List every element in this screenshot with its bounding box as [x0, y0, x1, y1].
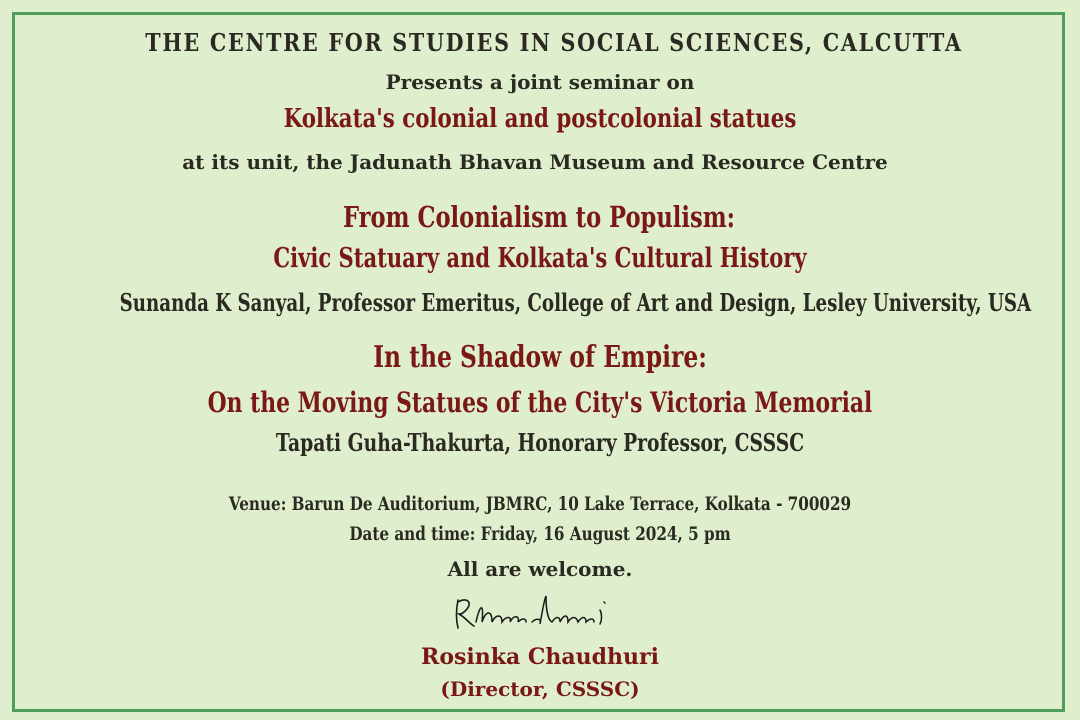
organization-heading: THE CENTRE FOR STUDIES IN SOCIAL SCIENCES, CALCUTTA: [145, 28, 963, 57]
seminar-title: Kolkata's colonial and postcolonial statues: [283, 104, 797, 134]
talk-1-speaker: Sunanda K Sanyal, Professor Emeritus, College of Art and Design, Lesley University, USA: [119, 288, 1032, 317]
director-name: Rosinka Chaudhuri: [421, 644, 659, 670]
presents-line: Presents a joint seminar on: [385, 70, 695, 94]
director-signature: [452, 592, 632, 632]
venue-line: Venue: Barun De Auditorium, JBMRC, 10 Lake Terrace, Kolkata - 700029: [228, 493, 852, 515]
datetime-line: Date and time: Friday, 16 August 2024, 5 pm: [349, 523, 731, 545]
welcome-line: All are welcome.: [447, 557, 633, 581]
talk-2-speaker: Tapati Guha-Thakurta, Honorary Professor, CSSSC: [275, 428, 805, 457]
unit-line: at its unit, the Jadunath Bhavan Museum and Resource Centre: [182, 150, 888, 174]
talk-2-title: In the Shadow of Empire:: [373, 340, 707, 375]
talk-1-subtitle: Civic Statuary and Kolkata's Cultural History: [273, 243, 807, 274]
talk-2-subtitle: On the Moving Statues of the City's Victoria Memorial: [207, 386, 873, 419]
director-role: (Director, CSSSC): [440, 677, 640, 701]
talk-1-title: From Colonialism to Populism:: [342, 200, 736, 234]
